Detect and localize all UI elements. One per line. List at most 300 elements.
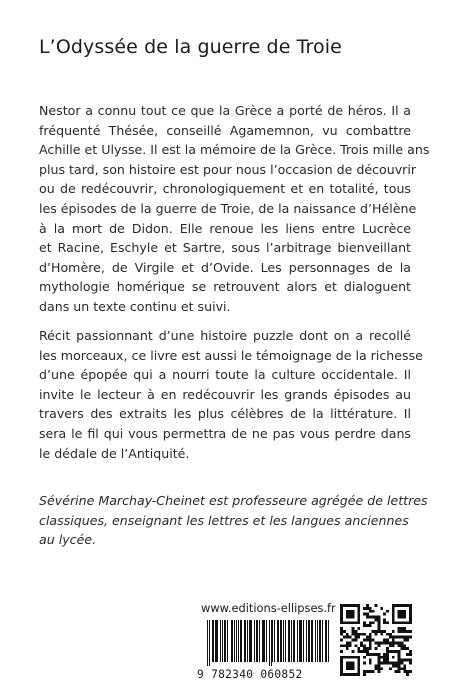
- qr-module: [377, 624, 380, 627]
- qr-module: [349, 641, 352, 644]
- qr-module: [398, 610, 401, 613]
- qr-module: [383, 630, 386, 633]
- qr-module: [360, 633, 363, 636]
- qr-module: [377, 659, 380, 662]
- qr-module: [377, 670, 380, 673]
- qr-module: [389, 644, 392, 647]
- barcode-bar: [251, 620, 252, 662]
- qr-module: [400, 636, 403, 639]
- qr-module: [409, 613, 412, 616]
- qr-module: [340, 630, 343, 633]
- qr-module: [346, 644, 349, 647]
- qr-module: [403, 610, 406, 613]
- qr-module: [369, 653, 372, 656]
- qr-module: [349, 656, 352, 659]
- qr-module: [343, 644, 346, 647]
- blurb-line: fréquenté Thésée, conseillé Agamemnon, vu combattre: [39, 122, 411, 138]
- qr-module: [383, 656, 386, 659]
- qr-module: [354, 630, 357, 633]
- qr-module: [377, 667, 380, 670]
- qr-module: [395, 621, 398, 624]
- qr-module: [406, 670, 409, 673]
- qr-module: [363, 639, 366, 642]
- qr-module: [398, 656, 401, 659]
- barcode-bar: [294, 620, 295, 662]
- qr-module: [340, 667, 343, 670]
- barcode-bar: [227, 620, 228, 662]
- barcode-bar: [309, 620, 310, 662]
- blurb-line: les morceaux, ce livre est aussi le témoignage de la richesse: [39, 347, 423, 363]
- barcode-bar: [277, 620, 278, 662]
- barcode-bar: [306, 620, 307, 662]
- qr-module: [409, 653, 412, 656]
- qr-module: [383, 639, 386, 642]
- qr-module: [395, 664, 398, 667]
- barcode-bar: [285, 620, 286, 662]
- qr-module: [352, 630, 355, 633]
- qr-module: [392, 639, 395, 642]
- author-bio-line: Sévérine Marchay-Cheinet est professeure agrégée de lettres: [39, 493, 428, 508]
- qr-module: [377, 630, 380, 633]
- qr-module: [366, 650, 369, 653]
- qr-module: [372, 610, 375, 613]
- qr-module: [403, 636, 406, 639]
- qr-module: [386, 639, 389, 642]
- barcode-bar: [319, 620, 320, 662]
- qr-module: [340, 650, 343, 653]
- qr-module: [377, 644, 380, 647]
- blurb-line: et Racine, Eschyle et Sartre, sous l’arbitrage bienveillant: [39, 240, 411, 256]
- barcode-bar: [264, 620, 265, 662]
- qr-module: [403, 647, 406, 650]
- qr-module: [372, 616, 375, 619]
- qr-module: [366, 636, 369, 639]
- qr-module: [400, 644, 403, 647]
- qr-module: [400, 662, 403, 665]
- qr-module: [357, 633, 360, 636]
- qr-module: [400, 616, 403, 619]
- qr-module: [369, 639, 372, 642]
- qr-module: [409, 636, 412, 639]
- qr-module: [380, 641, 383, 644]
- qr-module: [354, 633, 357, 636]
- blurb-line: Achille et Ulysse. Il est la mémoire de la Grèce. Trois mille ans: [39, 142, 430, 158]
- qr-module: [366, 604, 369, 607]
- qr-module: [392, 607, 395, 610]
- qr-module: [383, 621, 386, 624]
- isbn-barcode: [207, 620, 333, 666]
- qr-module: [346, 633, 349, 636]
- barcode-bar: [325, 620, 326, 662]
- qr-module: [343, 673, 346, 676]
- qr-module: [403, 630, 406, 633]
- qr-module: [400, 630, 403, 633]
- qr-module: [406, 659, 409, 662]
- barcode-bar: [209, 620, 210, 666]
- qr-module: [340, 673, 343, 676]
- barcode-bar: [225, 620, 226, 662]
- barcode-bar: [232, 620, 233, 662]
- qr-module: [395, 636, 398, 639]
- qr-module: [357, 647, 360, 650]
- qr-module: [386, 610, 389, 613]
- qr-module: [400, 647, 403, 650]
- qr-module: [346, 667, 349, 670]
- barcode-bar: [297, 620, 298, 662]
- author-bio: [39, 491, 428, 550]
- qr-module: [386, 659, 389, 662]
- qr-module: [398, 659, 401, 662]
- barcode-bar: [271, 620, 272, 666]
- qr-module: [340, 644, 343, 647]
- qr-module: [400, 613, 403, 616]
- qr-module: [352, 613, 355, 616]
- qr-module: [398, 653, 401, 656]
- barcode-bar: [247, 620, 248, 662]
- qr-module: [375, 618, 378, 621]
- qr-module: [340, 613, 343, 616]
- barcode-bar: [241, 620, 242, 662]
- barcode-bar: [315, 620, 316, 662]
- barcode-bar: [281, 620, 282, 662]
- qr-module: [363, 647, 366, 650]
- qr-module: [392, 630, 395, 633]
- barcode-bar: [269, 620, 270, 666]
- barcode-bar: [245, 620, 246, 662]
- qr-module: [409, 659, 412, 662]
- qr-module: [354, 639, 357, 642]
- barcode-bar: [289, 620, 290, 662]
- qr-module: [395, 650, 398, 653]
- qr-module: [349, 667, 352, 670]
- barcode-bar: [266, 620, 267, 662]
- qr-module: [343, 604, 346, 607]
- qr-module: [346, 641, 349, 644]
- qr-module: [357, 667, 360, 670]
- qr-module: [357, 662, 360, 665]
- barcode-bar: [215, 620, 216, 662]
- qr-module: [369, 641, 372, 644]
- qr-module: [375, 667, 378, 670]
- qr-module: [400, 667, 403, 670]
- qr-module: [354, 621, 357, 624]
- barcode-bar: [311, 620, 312, 662]
- qr-module: [369, 621, 372, 624]
- qr-module: [375, 604, 378, 607]
- blurb-line: Récit passionnant d’une histoire puzzle dont on a recollé: [39, 328, 411, 343]
- qr-module: [349, 636, 352, 639]
- qr-module: [400, 641, 403, 644]
- blurb-line: d’Homère, de Virgile et d’Ovide. Les personnages de la: [39, 259, 411, 275]
- qr-module: [346, 647, 349, 650]
- qr-module: [395, 604, 398, 607]
- qr-module: [403, 659, 406, 662]
- qr-module: [375, 616, 378, 619]
- qr-module: [346, 656, 349, 659]
- qr-module: [403, 627, 406, 630]
- qr-module: [400, 659, 403, 662]
- blurb-paragraph-1: [39, 101, 430, 317]
- qr-module: [375, 653, 378, 656]
- qr-module: [372, 639, 375, 642]
- blurb-line: le dédale de l’Antiquité.: [39, 445, 190, 461]
- qr-module: [400, 627, 403, 630]
- qr-module: [349, 616, 352, 619]
- qr-module: [409, 670, 412, 673]
- qr-module: [366, 616, 369, 619]
- qr-module: [377, 664, 380, 667]
- qr-module: [406, 636, 409, 639]
- qr-module: [409, 604, 412, 607]
- qr-module: [354, 604, 357, 607]
- qr-module: [406, 673, 409, 676]
- qr-module: [383, 659, 386, 662]
- qr-module: [340, 639, 343, 642]
- qr-module: [386, 647, 389, 650]
- qr-module: [398, 670, 401, 673]
- qr-module: [372, 630, 375, 633]
- qr-module: [369, 610, 372, 613]
- qr-module: [389, 641, 392, 644]
- qr-module: [363, 633, 366, 636]
- qr-module: [400, 604, 403, 607]
- qr-module: [369, 659, 372, 662]
- qr-module: [398, 613, 401, 616]
- barcode-bar: [312, 620, 313, 662]
- barcode-bar: [274, 620, 275, 662]
- qr-module: [363, 662, 366, 665]
- qr-module: [398, 662, 401, 665]
- qr-module: [343, 656, 346, 659]
- barcode-bar: [212, 620, 213, 662]
- barcode-bar: [236, 620, 237, 662]
- qr-module: [366, 653, 369, 656]
- blurb-line: sera le fil qui vous permettra de ne pas vous perdre dans: [39, 425, 411, 441]
- qr-module: [346, 664, 349, 667]
- qr-module: [352, 667, 355, 670]
- qr-module: [403, 621, 406, 624]
- barcode-bar: [256, 620, 257, 662]
- blurb-paragraph-2: [39, 326, 423, 463]
- qr-module: [383, 618, 386, 621]
- qr-module: [386, 641, 389, 644]
- qr-module: [363, 650, 366, 653]
- qr-module: [357, 636, 360, 639]
- qr-module: [400, 621, 403, 624]
- barcode-bar: [293, 620, 294, 662]
- qr-module: [392, 621, 395, 624]
- qr-module: [400, 610, 403, 613]
- barcode-bar: [283, 620, 284, 662]
- barcode-bar: [263, 620, 264, 662]
- qr-module: [366, 624, 369, 627]
- qr-module: [352, 616, 355, 619]
- qr-module: [346, 604, 349, 607]
- qr-module: [403, 667, 406, 670]
- qr-module: [380, 662, 383, 665]
- qr-module: [366, 607, 369, 610]
- qr-module: [386, 633, 389, 636]
- qr-module: [369, 670, 372, 673]
- qr-module: [340, 664, 343, 667]
- barcode-bar: [254, 620, 255, 662]
- qr-module: [357, 607, 360, 610]
- qr-module: [383, 613, 386, 616]
- qr-module: [392, 664, 395, 667]
- barcode-bar: [320, 620, 321, 662]
- qr-module: [346, 616, 349, 619]
- blurb-line: plus tard, son histoire est pour nous l’occasion de découvrir: [39, 161, 417, 177]
- qr-module: [409, 630, 412, 633]
- barcode-bar: [278, 620, 279, 662]
- qr-module: [380, 633, 383, 636]
- qr-module: [363, 624, 366, 627]
- qr-module: [369, 644, 372, 647]
- qr-module: [375, 633, 378, 636]
- qr-module: [392, 610, 395, 613]
- qr-module: [389, 667, 392, 670]
- qr-module: [357, 673, 360, 676]
- blurb-line: invite le lecteur à en redécouvrir les grands épisodes au: [39, 386, 411, 402]
- qr-module: [357, 656, 360, 659]
- qr-module: [392, 644, 395, 647]
- qr-module: [357, 618, 360, 621]
- blurb-line: travers des extraits les plus célèbres de la littérature. Il: [39, 406, 411, 422]
- qr-module: [349, 610, 352, 613]
- qr-module: [406, 621, 409, 624]
- qr-module: [352, 633, 355, 636]
- qr-module: [357, 650, 360, 653]
- barcode-bar: [299, 620, 300, 662]
- qr-module: [409, 616, 412, 619]
- qr-module: [369, 647, 372, 650]
- qr-module: [403, 613, 406, 616]
- qr-module: [392, 616, 395, 619]
- qr-module: [352, 627, 355, 630]
- qr-module: [372, 670, 375, 673]
- qr-module: [363, 613, 366, 616]
- qr-module: [377, 653, 380, 656]
- qr-module: [349, 621, 352, 624]
- qr-module: [340, 610, 343, 613]
- qr-module: [375, 664, 378, 667]
- qr-module: [369, 607, 372, 610]
- qr-module: [386, 656, 389, 659]
- barcode-bar: [280, 620, 281, 662]
- qr-module: [398, 627, 401, 630]
- author-bio-line: au lycée.: [39, 532, 97, 548]
- qr-module: [354, 673, 357, 676]
- qr-module: [392, 613, 395, 616]
- barcode-bar: [234, 620, 235, 662]
- barcode-bar: [250, 620, 251, 662]
- barcode-bar: [322, 620, 323, 662]
- qr-module: [346, 621, 349, 624]
- qr-module: [352, 604, 355, 607]
- qr-module: [377, 618, 380, 621]
- barcode-bar: [328, 620, 329, 662]
- qr-module: [398, 630, 401, 633]
- barcode-bar: [272, 620, 273, 662]
- qr-module: [354, 636, 357, 639]
- qr-module: [340, 621, 343, 624]
- barcode-bar: [220, 620, 221, 662]
- barcode-bar: [303, 620, 304, 662]
- qr-module: [375, 647, 378, 650]
- qr-module: [380, 667, 383, 670]
- qr-module: [372, 621, 375, 624]
- qr-module: [398, 644, 401, 647]
- qr-module: [346, 673, 349, 676]
- qr-module: [366, 670, 369, 673]
- qr-module: [398, 616, 401, 619]
- qr-module: [357, 610, 360, 613]
- qr-module: [357, 604, 360, 607]
- qr-module: [363, 670, 366, 673]
- qr-module: [369, 624, 372, 627]
- qr-module: [398, 667, 401, 670]
- qr-module: [375, 641, 378, 644]
- qr-module: [409, 610, 412, 613]
- qr-module: [369, 633, 372, 636]
- qr-module: [363, 607, 366, 610]
- qr-module: [409, 621, 412, 624]
- qr-module: [386, 621, 389, 624]
- qr-module: [406, 639, 409, 642]
- blurb-line: ou de redécouvrir, chronologiquement et en totalité, tous: [39, 181, 411, 197]
- qr-module: [398, 604, 401, 607]
- qr-module: [383, 641, 386, 644]
- qr-module: [366, 647, 369, 650]
- book-title: L’Odyssée de la guerre de Troie: [39, 36, 342, 58]
- qr-module: [392, 650, 395, 653]
- qr-module: [343, 621, 346, 624]
- qr-module: [340, 662, 343, 665]
- qr-module: [377, 656, 380, 659]
- qr-module: [340, 604, 343, 607]
- barcode-bar: [257, 620, 258, 662]
- qr-module: [349, 644, 352, 647]
- qr-code-icon: [340, 604, 412, 676]
- qr-module: [340, 618, 343, 621]
- qr-module: [377, 616, 380, 619]
- qr-module: [340, 616, 343, 619]
- blurb-line: à la mort de Didon. Elle renoue les liens entre Lucrèce: [39, 220, 411, 236]
- qr-module: [352, 656, 355, 659]
- qr-module: [346, 662, 349, 665]
- barcode-bar: [224, 620, 225, 662]
- qr-module: [343, 630, 346, 633]
- blurb-line: dans un texte continu et suivi.: [39, 298, 231, 314]
- qr-module: [363, 656, 366, 659]
- qr-module: [340, 627, 343, 630]
- qr-module: [380, 630, 383, 633]
- qr-module: [349, 613, 352, 616]
- qr-module: [377, 662, 380, 665]
- qr-module: [360, 641, 363, 644]
- qr-module: [363, 644, 366, 647]
- qr-module: [389, 636, 392, 639]
- qr-module: [406, 630, 409, 633]
- qr-module: [392, 636, 395, 639]
- barcode-bar: [301, 620, 302, 662]
- barcode-bar: [300, 620, 301, 662]
- barcode-bar: [288, 620, 289, 662]
- barcode-bar: [259, 620, 260, 662]
- barcode-bar: [222, 620, 223, 662]
- qr-module: [375, 630, 378, 633]
- barcode-bar: [231, 620, 232, 662]
